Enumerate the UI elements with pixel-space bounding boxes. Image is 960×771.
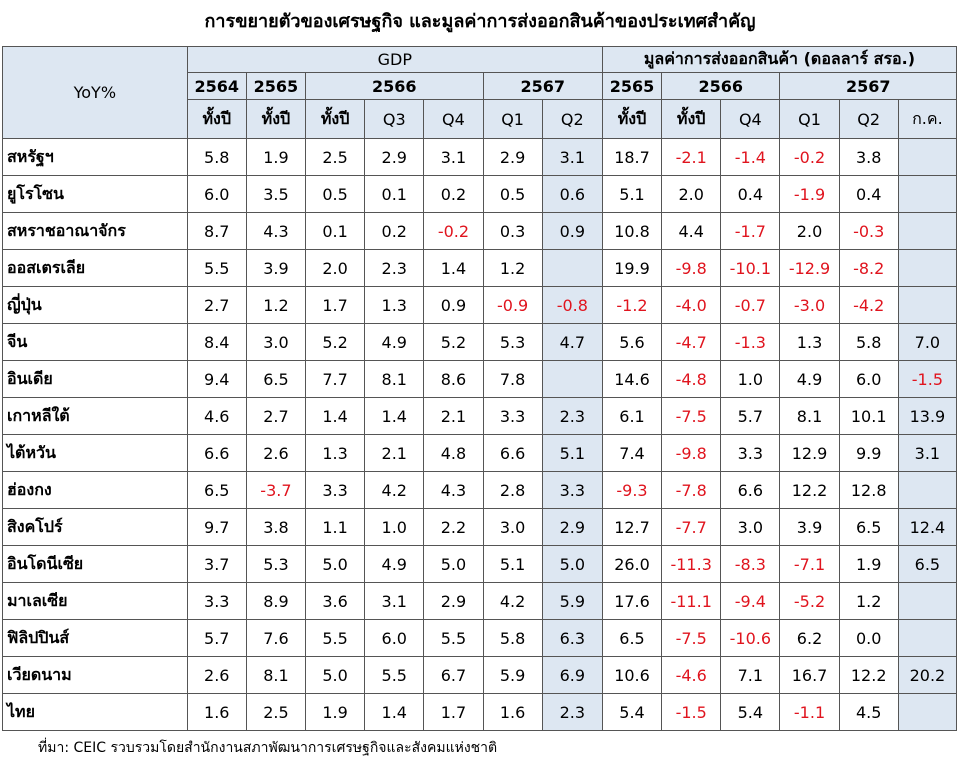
value-cell: 0.2 (365, 213, 424, 250)
value-cell: 10.1 (839, 398, 898, 435)
value-cell: -9.3 (602, 472, 661, 509)
value-cell (542, 250, 602, 287)
value-cell: 2.0 (662, 176, 721, 213)
value-cell: 5.1 (483, 546, 542, 583)
source-note: ที่มา: CEIC รวบรวมโดยสำนักงานสภาพัฒนาการเศรษฐกิจและสังคมแห่งชาติ (38, 740, 498, 756)
value-cell (898, 583, 956, 620)
value-cell: 3.1 (898, 435, 956, 472)
value-cell: 4.3 (424, 472, 483, 509)
value-cell: 26.0 (602, 546, 661, 583)
country-name: มาเลเซีย (3, 583, 188, 620)
value-cell: 5.4 (602, 694, 661, 731)
value-cell: -7.1 (780, 546, 839, 583)
table-row (3, 176, 957, 213)
value-cell: 1.2 (246, 287, 305, 324)
value-cell: 13.9 (898, 398, 956, 435)
value-cell: 5.3 (483, 324, 542, 361)
table-row (3, 509, 957, 546)
value-cell: -10.6 (721, 620, 780, 657)
table-row (3, 287, 957, 324)
value-cell (898, 139, 956, 176)
exports-group-header: มูลค่าการส่งออกสินค้า (ดอลลาร์ สรอ.) (602, 47, 956, 73)
period-header: Q2 (839, 100, 898, 139)
value-cell: 4.2 (483, 583, 542, 620)
value-cell: 0.4 (721, 176, 780, 213)
period-header: Q2 (542, 100, 602, 139)
value-cell: 2.2 (424, 509, 483, 546)
value-cell: 8.9 (246, 583, 305, 620)
value-cell: 1.9 (246, 139, 305, 176)
value-cell: 1.0 (721, 361, 780, 398)
value-cell: 0.5 (306, 176, 365, 213)
period-header: ทั้งปี (246, 100, 305, 139)
value-cell: -8.3 (721, 546, 780, 583)
value-cell: 3.9 (246, 250, 305, 287)
value-cell: 2.9 (365, 139, 424, 176)
value-cell: -0.2 (780, 139, 839, 176)
value-cell: -7.5 (662, 398, 721, 435)
value-cell: 2.5 (246, 694, 305, 731)
value-cell: 18.7 (602, 139, 661, 176)
economic-table (2, 46, 957, 731)
table-row (3, 620, 957, 657)
value-cell: 4.6 (187, 398, 246, 435)
value-cell: 1.4 (306, 398, 365, 435)
value-cell: 3.9 (780, 509, 839, 546)
value-cell: 3.3 (306, 472, 365, 509)
value-cell: -0.7 (721, 287, 780, 324)
period-header: Q1 (780, 100, 839, 139)
value-cell: -4.2 (839, 287, 898, 324)
value-cell: 6.9 (542, 657, 602, 694)
value-cell: 5.0 (306, 546, 365, 583)
value-cell: 5.7 (721, 398, 780, 435)
value-cell: 0.2 (424, 176, 483, 213)
value-cell: 5.7 (187, 620, 246, 657)
value-cell: 6.7 (424, 657, 483, 694)
value-cell: 4.9 (365, 546, 424, 583)
value-cell (542, 361, 602, 398)
value-cell: 3.3 (187, 583, 246, 620)
value-cell: -11.3 (662, 546, 721, 583)
value-cell: 1.2 (483, 250, 542, 287)
value-cell: 20.2 (898, 657, 956, 694)
value-cell: 1.9 (839, 546, 898, 583)
value-cell: 4.8 (424, 435, 483, 472)
value-cell: 1.7 (306, 287, 365, 324)
value-cell: 8.1 (780, 398, 839, 435)
country-name: เวียดนาม (3, 657, 188, 694)
value-cell: 3.3 (483, 398, 542, 435)
value-cell: 1.4 (424, 250, 483, 287)
value-cell: 5.5 (187, 250, 246, 287)
value-cell (898, 250, 956, 287)
country-name: ไต้หวัน (3, 435, 188, 472)
country-name: สิงคโปร์ (3, 509, 188, 546)
value-cell: 2.9 (483, 139, 542, 176)
period-header: Q4 (721, 100, 780, 139)
value-cell: 2.1 (424, 398, 483, 435)
value-cell: -12.9 (780, 250, 839, 287)
table-title: การขยายตัวของเศรษฐกิจ และมูลค่าการส่งออกสินค้าของประเทศสำคัญ (204, 11, 756, 32)
value-cell: 1.7 (424, 694, 483, 731)
value-cell: 1.4 (365, 694, 424, 731)
value-cell: 5.8 (839, 324, 898, 361)
value-cell: 0.1 (365, 176, 424, 213)
value-cell: 7.6 (246, 620, 305, 657)
value-cell: 6.3 (542, 620, 602, 657)
country-name: ออสเตรเลีย (3, 250, 188, 287)
period-header: ทั้งปี (662, 100, 721, 139)
value-cell: 1.1 (306, 509, 365, 546)
value-cell: 3.1 (424, 139, 483, 176)
value-cell: 6.0 (365, 620, 424, 657)
value-cell: 4.4 (662, 213, 721, 250)
value-cell: -9.8 (662, 250, 721, 287)
value-cell: 2.9 (424, 583, 483, 620)
country-name: ญี่ปุ่น (3, 287, 188, 324)
value-cell: 1.4 (365, 398, 424, 435)
value-cell: 2.3 (542, 398, 602, 435)
country-name: ไทย (3, 694, 188, 731)
value-cell: -4.0 (662, 287, 721, 324)
value-cell: 6.5 (839, 509, 898, 546)
value-cell (898, 694, 956, 731)
value-cell: 1.3 (306, 435, 365, 472)
value-cell: 6.0 (187, 176, 246, 213)
value-cell: 5.9 (483, 657, 542, 694)
country-name: ยูโรโซน (3, 176, 188, 213)
value-cell (898, 213, 956, 250)
value-cell: -0.3 (839, 213, 898, 250)
value-cell: 2.0 (780, 213, 839, 250)
value-cell: 3.6 (306, 583, 365, 620)
table-row (3, 583, 957, 620)
table-row (3, 657, 957, 694)
value-cell: -1.1 (780, 694, 839, 731)
value-cell: -5.2 (780, 583, 839, 620)
value-cell: 14.6 (602, 361, 661, 398)
value-cell: -9.4 (721, 583, 780, 620)
table-row (3, 398, 957, 435)
value-cell: -3.7 (246, 472, 305, 509)
value-cell (898, 472, 956, 509)
value-cell: 10.8 (602, 213, 661, 250)
value-cell: 8.1 (246, 657, 305, 694)
value-cell: 2.1 (365, 435, 424, 472)
value-cell: 2.7 (187, 287, 246, 324)
value-cell: 0.9 (542, 213, 602, 250)
table-row (3, 139, 957, 176)
country-name: สหราชอาณาจักร (3, 213, 188, 250)
value-cell: 5.3 (246, 546, 305, 583)
country-name: สหรัฐฯ (3, 139, 188, 176)
value-cell: -2.1 (662, 139, 721, 176)
table-row (3, 250, 957, 287)
value-cell: 5.0 (306, 657, 365, 694)
value-cell: 1.3 (365, 287, 424, 324)
value-cell: 12.2 (780, 472, 839, 509)
period-header: ก.ค. (898, 100, 956, 139)
value-cell: 6.5 (187, 472, 246, 509)
value-cell: 16.7 (780, 657, 839, 694)
value-cell: -7.5 (662, 620, 721, 657)
year-header: 2566 (662, 73, 780, 100)
period-header: ทั้งปี (306, 100, 365, 139)
table-row (3, 472, 957, 509)
value-cell: 2.3 (542, 694, 602, 731)
value-cell: 0.3 (483, 213, 542, 250)
value-cell: 3.7 (187, 546, 246, 583)
value-cell: -7.8 (662, 472, 721, 509)
value-cell: 6.0 (839, 361, 898, 398)
value-cell: 0.0 (839, 620, 898, 657)
value-cell: 5.6 (602, 324, 661, 361)
value-cell: 8.1 (365, 361, 424, 398)
value-cell: -1.9 (780, 176, 839, 213)
value-cell: 2.5 (306, 139, 365, 176)
value-cell: 3.0 (246, 324, 305, 361)
value-cell: 12.8 (839, 472, 898, 509)
value-cell: 5.1 (602, 176, 661, 213)
value-cell: 4.3 (246, 213, 305, 250)
value-cell: 1.6 (187, 694, 246, 731)
value-cell: 5.2 (424, 324, 483, 361)
value-cell: 6.6 (187, 435, 246, 472)
value-cell: -0.2 (424, 213, 483, 250)
value-cell: 8.7 (187, 213, 246, 250)
value-cell: -10.1 (721, 250, 780, 287)
value-cell: 9.7 (187, 509, 246, 546)
gdp-group-header: GDP (187, 47, 602, 73)
value-cell: 9.4 (187, 361, 246, 398)
value-cell: -1.3 (721, 324, 780, 361)
value-cell: 5.4 (721, 694, 780, 731)
value-cell: 5.8 (483, 620, 542, 657)
value-cell: 5.0 (542, 546, 602, 583)
value-cell: 12.4 (898, 509, 956, 546)
value-cell: 2.8 (483, 472, 542, 509)
table-row (3, 694, 957, 731)
country-name: อินเดีย (3, 361, 188, 398)
value-cell: -11.1 (662, 583, 721, 620)
value-cell: -9.8 (662, 435, 721, 472)
period-header: Q4 (424, 100, 483, 139)
value-cell: 5.8 (187, 139, 246, 176)
corner-header: YoY% (3, 47, 188, 139)
value-cell: 0.9 (424, 287, 483, 324)
value-cell: 1.9 (306, 694, 365, 731)
country-name: จีน (3, 324, 188, 361)
value-cell: -1.7 (721, 213, 780, 250)
country-name: เกาหลีใต้ (3, 398, 188, 435)
value-cell: 17.6 (602, 583, 661, 620)
table-row (3, 546, 957, 583)
value-cell: 1.6 (483, 694, 542, 731)
value-cell: 3.0 (721, 509, 780, 546)
value-cell: 12.9 (780, 435, 839, 472)
year-header: 2564 (187, 73, 246, 100)
value-cell: -1.4 (721, 139, 780, 176)
year-header: 2567 (780, 73, 957, 100)
value-cell: 4.5 (839, 694, 898, 731)
period-header: Q1 (483, 100, 542, 139)
value-cell: 6.5 (898, 546, 956, 583)
period-header: ทั้งปี (602, 100, 661, 139)
value-cell: 3.5 (246, 176, 305, 213)
value-cell: 4.9 (780, 361, 839, 398)
table-row (3, 213, 957, 250)
value-cell (898, 176, 956, 213)
value-cell: 3.3 (721, 435, 780, 472)
table-row (3, 435, 957, 472)
value-cell: -4.8 (662, 361, 721, 398)
value-cell (898, 287, 956, 324)
value-cell: 2.9 (542, 509, 602, 546)
value-cell: -7.7 (662, 509, 721, 546)
table-row (3, 361, 957, 398)
value-cell: 2.6 (246, 435, 305, 472)
value-cell: 7.8 (483, 361, 542, 398)
value-cell: 5.0 (424, 546, 483, 583)
value-cell: 7.7 (306, 361, 365, 398)
country-name: อินโดนีเซีย (3, 546, 188, 583)
value-cell: 8.4 (187, 324, 246, 361)
value-cell: 4.7 (542, 324, 602, 361)
year-header: 2566 (306, 73, 484, 100)
value-cell: -8.2 (839, 250, 898, 287)
table-row (3, 324, 957, 361)
value-cell: 2.6 (187, 657, 246, 694)
value-cell: -1.2 (602, 287, 661, 324)
value-cell: 12.2 (839, 657, 898, 694)
value-cell: 4.2 (365, 472, 424, 509)
value-cell: 6.5 (246, 361, 305, 398)
value-cell: 3.8 (839, 139, 898, 176)
value-cell: 10.6 (602, 657, 661, 694)
value-cell: 0.5 (483, 176, 542, 213)
value-cell: 6.6 (721, 472, 780, 509)
year-header: 2565 (246, 73, 305, 100)
value-cell: 2.7 (246, 398, 305, 435)
value-cell: 4.9 (365, 324, 424, 361)
value-cell: 0.6 (542, 176, 602, 213)
value-cell: -1.5 (662, 694, 721, 731)
value-cell: 2.0 (306, 250, 365, 287)
value-cell: 3.1 (365, 583, 424, 620)
year-header: 2565 (602, 73, 661, 100)
value-cell: -0.8 (542, 287, 602, 324)
value-cell: 7.4 (602, 435, 661, 472)
value-cell: 5.5 (306, 620, 365, 657)
value-cell: 6.2 (780, 620, 839, 657)
value-cell: 1.3 (780, 324, 839, 361)
value-cell: 6.5 (602, 620, 661, 657)
value-cell: 3.0 (483, 509, 542, 546)
value-cell: -0.9 (483, 287, 542, 324)
value-cell: 7.1 (721, 657, 780, 694)
value-cell: 6.6 (483, 435, 542, 472)
value-cell: 3.1 (542, 139, 602, 176)
year-header: 2567 (483, 73, 602, 100)
value-cell: 9.9 (839, 435, 898, 472)
country-name: ฟิลิปปินส์ (3, 620, 188, 657)
value-cell: -1.5 (898, 361, 956, 398)
value-cell: 1.2 (839, 583, 898, 620)
value-cell: -4.7 (662, 324, 721, 361)
value-cell: 19.9 (602, 250, 661, 287)
value-cell: 12.7 (602, 509, 661, 546)
value-cell: 0.1 (306, 213, 365, 250)
value-cell: 7.0 (898, 324, 956, 361)
value-cell: 5.5 (424, 620, 483, 657)
value-cell: 8.6 (424, 361, 483, 398)
value-cell: 3.8 (246, 509, 305, 546)
value-cell: -3.0 (780, 287, 839, 324)
country-name: ฮ่องกง (3, 472, 188, 509)
period-header: Q3 (365, 100, 424, 139)
value-cell: 2.3 (365, 250, 424, 287)
value-cell: 5.9 (542, 583, 602, 620)
value-cell: 6.1 (602, 398, 661, 435)
value-cell: 1.0 (365, 509, 424, 546)
value-cell: 5.5 (365, 657, 424, 694)
value-cell: 5.2 (306, 324, 365, 361)
value-cell: -4.6 (662, 657, 721, 694)
value-cell: 5.1 (542, 435, 602, 472)
value-cell: 3.3 (542, 472, 602, 509)
period-header: ทั้งปี (187, 100, 246, 139)
value-cell: 0.4 (839, 176, 898, 213)
value-cell (898, 620, 956, 657)
